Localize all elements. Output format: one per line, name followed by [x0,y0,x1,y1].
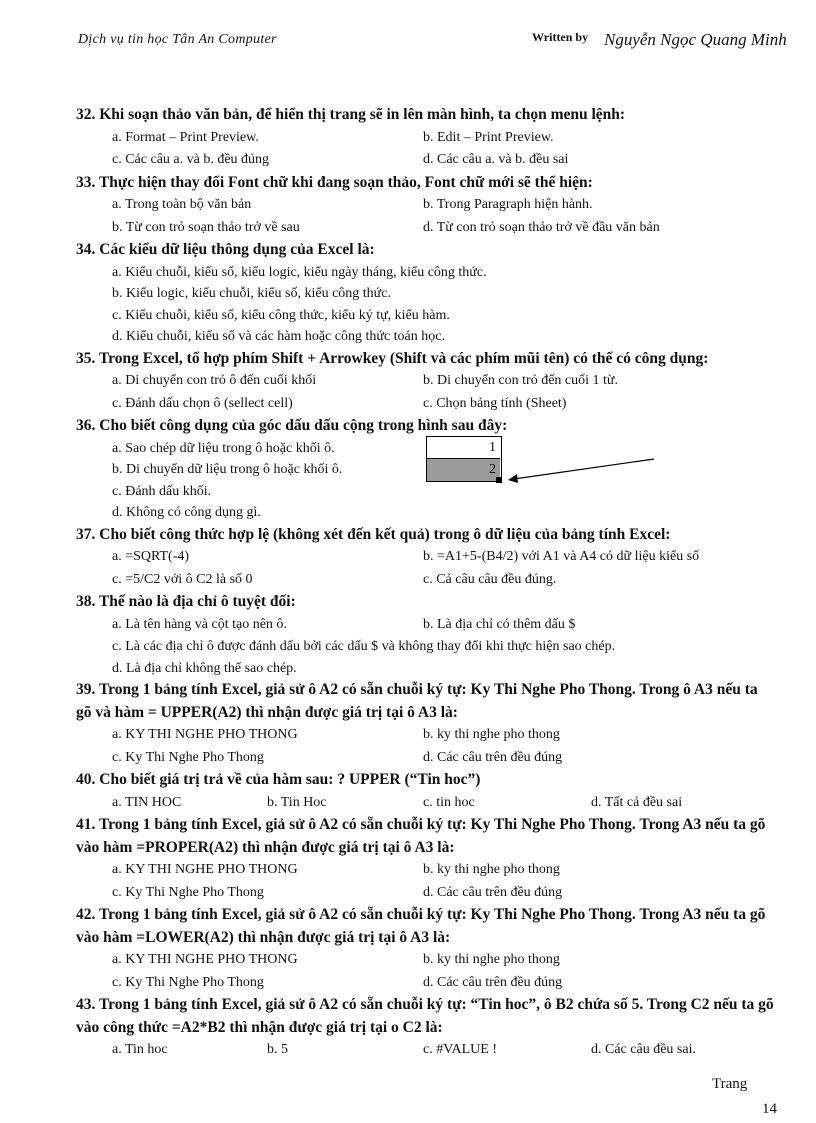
option-b: b. Di chuyển dữ liệu trong ô hoặc khối ô. [112,462,343,477]
option-b: b. Kiểu logic, kiểu chuỗi, kiểu số, kiểu công thức. [112,286,391,301]
question-text: 36. Cho biết công dụng của góc dấu dấu cộng trong hình sau đây: [76,417,508,434]
question-33 [76,172,776,240]
cell-1: 1 [427,437,500,459]
option-d: d. Các câu trên đều đúng [423,974,563,990]
option-b: b. Tin Hoc [267,794,327,810]
option-c: c. Đánh dấu khối. [112,483,212,499]
option-a: a. KY THI NGHE PHO THONG [112,727,298,742]
option-d: c. Cả câu câu đều đúng. [423,571,557,587]
option-b: b. ky thi nghe pho thong [423,952,560,967]
question-text: 41. Trong 1 bảng tính Excel, giả sử ô A2 có sẵn chuỗi ký tự: Ky Thi Nghe Pho Thong. Trong A3 nếu ta gõ vào hàm =PROPER(A2) thì nhận được giá trị tại ô A3 là: [76,816,766,856]
question-list [76,104,776,1062]
option-c: c. Đánh dấu chọn ô (sellect cell) [112,395,293,411]
option-b: b. ky thi nghe pho thong [423,862,560,877]
option-a: a. Tin hoc [112,1042,168,1057]
option-d: d. Tất cả đều sai [591,794,683,810]
option-a: a. =SQRT(-4) [112,549,190,564]
question-text: 34. Các kiểu dữ liệu thông dụng của Excel là: [76,241,375,258]
question-38 [76,591,776,679]
option-d: d. Từ con trỏ soạn thảo trở về đầu văn bản [423,219,660,235]
option-c: c. Ky Thi Nghe Pho Thong [112,749,264,765]
question-text: 39. Trong 1 bảng tính Excel, giả sử ô A2 có sẵn chuỗi ký tự: Ky Thi Nghe Pho Thong. Trong ô A3 nếu ta gõ và hàm = UPPER(A2) thì nhận được giá trị tại ô A3 là: [76,681,758,721]
option-a: a. Format – Print Preview. [112,129,259,145]
option-a: a. Kiểu chuỗi, kiểu số, kiểu logic, kiểu ngày tháng, kiểu công thức. [112,264,487,280]
header-author-signature: Nguyễn Ngọc Quang Minh [604,30,787,49]
option-d: d. Các câu trên đều đúng [423,884,563,900]
option-d: d. Các câu đều sai. [591,1042,696,1057]
page-header [0,28,816,58]
question-text: 33. Thực hiện thay đổi Font chữ khi đang soạn thảo, Font chữ mới sẽ thể hiện: [76,173,593,191]
question-40 [76,769,776,814]
option-a: a. Trong toàn bộ văn bản [112,197,252,212]
option-c: c. Ky Thi Nghe Pho Thong [112,884,264,900]
question-35 [76,348,776,416]
question-39 [76,679,776,769]
option-c: b. Từ con trỏ soạn thảo trở về sau [112,219,300,235]
option-c: c. Kiểu chuỗi, kiểu số, kiểu công thức, kiểu ký tự, kiểu hàm. [112,307,450,323]
option-d: d. Không có công dụng gì. [112,505,261,520]
option-c: c. Các câu a. và b. đều đúng [112,152,270,167]
option-c: c. Là các địa chỉ ô được đánh dấu bởi các dấu $ và không thay đổi khi thực hiện sao chép. [112,639,616,654]
option-b: b. 5 [267,1042,288,1057]
question-34 [76,239,776,348]
option-c: c. Ky Thi Nghe Pho Thong [112,974,264,990]
option-d: d. Các câu a. và b. đều sai [423,152,569,167]
option-a: a. KY THI NGHE PHO THONG [112,862,298,877]
option-a: a. Di chuyển con trỏ ô đến cuối khối [112,373,317,388]
question-text: 43. Trong 1 bảng tính Excel, giả sử ô A2 có sẵn chuỗi ký tự: “Tin hoc”, ô B2 chứa số 5. Trong C2 nếu ta gõ vào công thức =A2*B2 thì nhận được giá trị tại o C2 là: [76,996,774,1036]
header-written-by: Written by [532,30,589,44]
option-a: a. TIN HOC [112,794,182,810]
question-text: 42. Trong 1 bảng tính Excel, giả sử ô A2 có sẵn chuỗi ký tự: Ky Thi Nghe Pho Thong. Trong A3 nếu ta gõ vào hàm =LOWER(A2) thì nhận được giá trị tại ô A3 là: [76,906,766,946]
option-a: a. Là tên hàng và cột tạo nên ô. [112,616,287,632]
question-43 [76,994,776,1062]
question-32 [76,104,776,172]
option-b: b. Di chuyển con trỏ đến cuối 1 từ. [423,373,618,388]
option-c: c. tin hoc [423,794,475,810]
footer-trang-label: Trang [712,1076,748,1092]
header-left-text: Dịch vụ tin học Tân An Computer [78,32,277,47]
question-text: 32. Khi soạn thảo văn bản, để hiển thị trang sẽ in lên màn hình, ta chọn menu lệnh: [76,106,626,123]
option-c: c. =5/C2 với ô C2 là số 0 [112,571,253,587]
pointer-arrow-icon [502,457,662,487]
option-d: c. Chọn bảng tính (Sheet) [423,395,567,411]
question-36 [76,415,776,524]
spreadsheet-cells-figure [426,436,502,482]
option-b: b. Là địa chỉ có thêm dấu $ [423,616,576,632]
option-b: b. Trong Paragraph hiện hành. [423,197,593,212]
question-text: 38. Thế nào là địa chỉ ô tuyệt đối: [76,593,296,610]
option-b: b. Edit – Print Preview. [423,129,554,145]
option-b: b. ky thi nghe pho thong [423,727,560,742]
question-41 [76,814,776,904]
question-text: 40. Cho biết giá trị trả về của hàm sau: ? UPPER (“Tin hoc”) [76,771,481,788]
option-d: d. Các câu trên đều đúng [423,749,563,765]
option-a: a. KY THI NGHE PHO THONG [112,952,298,967]
question-42 [76,904,776,994]
cell-2-selected: 2 [427,459,500,481]
footer-page-number: 14 [762,1101,777,1117]
option-b: b. =A1+5-(B4/2) với A1 và A4 có dữ liệu kiểu số [423,549,700,564]
question-37 [76,524,776,592]
option-d: d. Kiểu chuỗi, kiểu số và các hàm hoặc công thức toán học. [112,329,445,344]
option-c: c. #VALUE ! [423,1042,498,1057]
question-text: 37. Cho biết công thức hợp lệ (không xét đến kết quả) trong ô dữ liệu của bảng tính Excel: [76,525,671,543]
option-d: d. Là địa chỉ không thể sao chép. [112,660,297,676]
option-a: a. Sao chép dữ liệu trong ô hoặc khối ô. [112,440,335,456]
question-text: 35. Trong Excel, tổ hợp phím Shift + Arrowkey (Shift và các phím mũi tên) có thể có công dụng: [76,349,709,367]
